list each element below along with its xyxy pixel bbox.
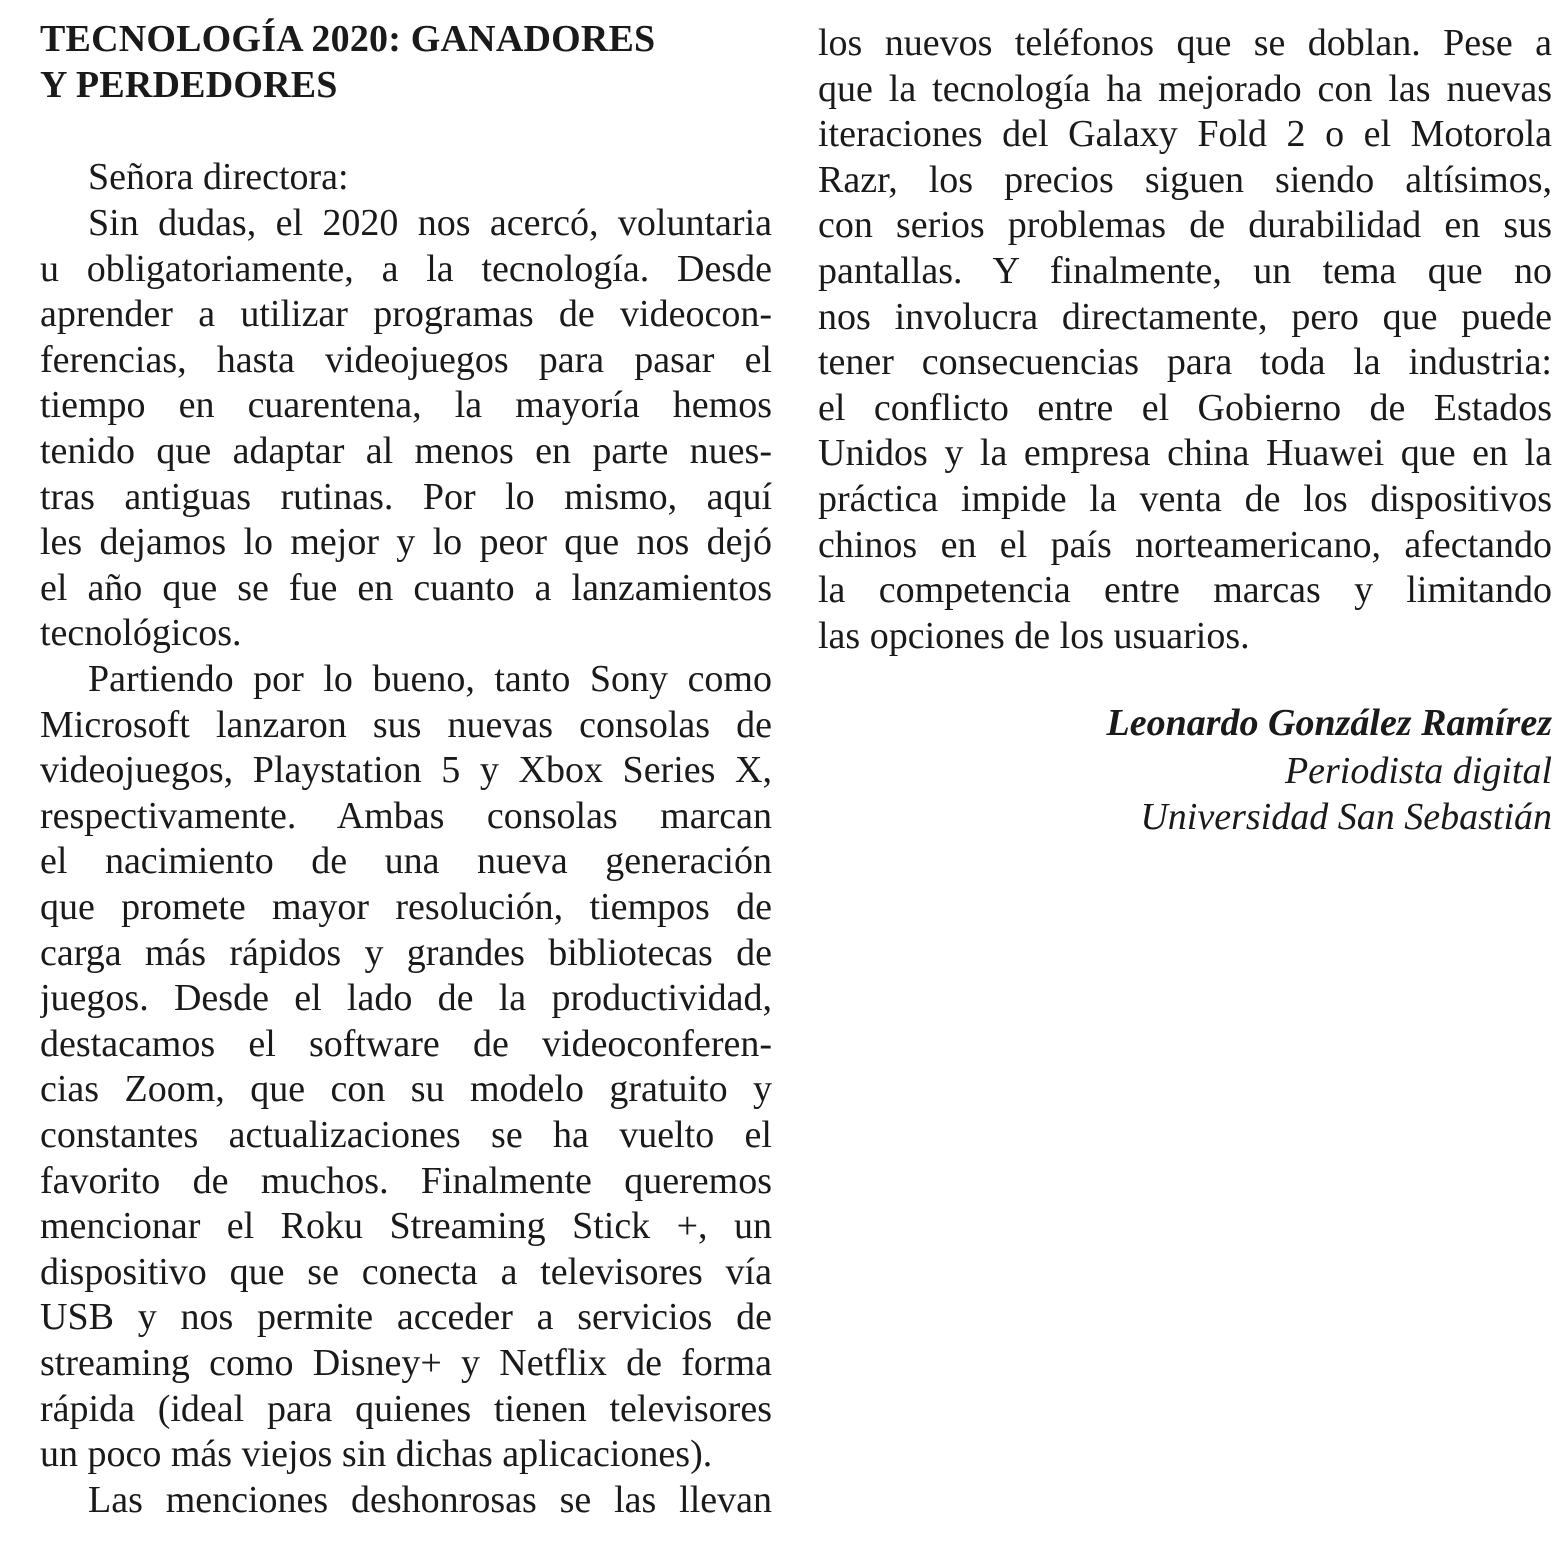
signature-institution: Universidad San Sebastián — [1140, 796, 1552, 838]
body-line: que promete mayor resolución, tiempos de — [40, 886, 772, 928]
body-line: pantallas. Y finalmente, un tema que no — [818, 250, 1552, 292]
body-line: ferencias, hasta videojuegos para pasar el — [40, 338, 772, 381]
body-line: Partiendo por lo bueno, tanto Sony como — [88, 658, 772, 700]
body-line: nos involucra directamente, pero que puede — [818, 295, 1552, 338]
body-line: favorito de muchos. Finalmente queremos — [40, 1159, 772, 1202]
signature-title: Periodista digital — [1284, 750, 1552, 792]
body-line: Sin dudas, el 2020 nos acercó, voluntaria — [88, 202, 772, 244]
body-line: videojuegos, Playstation 5 y Xbox Series X, — [40, 749, 772, 792]
body-line: mencionar el Roku Streaming Stick +, un — [40, 1205, 772, 1248]
body-line: aprender a utilizar programas de videocon- — [40, 293, 772, 336]
body-line: el nacimiento de una nueva generación — [40, 840, 772, 883]
headline-line-1: TECNOLOGÍA 2020: GANADORES — [40, 18, 656, 60]
body-line: streaming como Disney+ y Netflix de forma — [40, 1342, 772, 1384]
body-line: un poco más viejos sin dichas aplicaciones). — [40, 1433, 713, 1476]
headline — [40, 16, 772, 108]
body-line: cias Zoom, que con su modelo gratuito y — [40, 1068, 772, 1111]
body-line: chinos en el país norteamericano, afectando — [818, 523, 1552, 566]
body-line: Unidos y la empresa china Huawei que en la — [818, 432, 1552, 475]
body-line: respectivamente. Ambas consolas marcan — [40, 794, 772, 837]
body-line: tener consecuencias para toda la industria: — [818, 341, 1552, 384]
body-line: tecnológicos. — [40, 612, 242, 655]
body-line: las opciones de los usuarios. — [818, 614, 1250, 657]
body-line: con serios problemas de durabilidad en sus — [818, 204, 1552, 247]
body-line: el conflicto entre el Gobierno de Estados — [818, 386, 1552, 429]
body-line: Razr, los precios siguen siendo altísimos, — [818, 158, 1552, 201]
body-line: rápida (ideal para quienes tienen televisores — [40, 1387, 772, 1430]
salutation: Señora directora: — [88, 156, 349, 198]
body-line: la competencia entre marcas y limitando — [818, 569, 1552, 612]
headline-line-2: Y PERDEDORES — [40, 64, 338, 106]
body-line: les dejamos lo mejor y lo peor que nos dejó — [40, 521, 772, 564]
body-line: u obligatoriamente, a la tecnología. Desde — [40, 247, 772, 290]
body-line: USB y nos permite acceder a servicios de — [40, 1296, 772, 1339]
signature-name — [1107, 700, 1552, 746]
body-line: tiempo en cuarentena, la mayoría hemos — [40, 384, 772, 427]
body-line: constantes actualizaciones se ha vuelto el — [40, 1114, 772, 1156]
body-line: que la tecnología ha mejorado con las nuevas — [818, 67, 1552, 110]
body-line: tenido que adaptar al menos en parte nues- — [40, 430, 772, 472]
body-line: juegos. Desde el lado de la productividad, — [40, 977, 772, 1020]
body-line: el año que se fue en cuanto a lanzamientos — [40, 566, 772, 609]
body-line: tras antiguas rutinas. Por lo mismo, aquí — [40, 475, 772, 518]
body-line: Microsoft lanzaron sus nuevas consolas de — [40, 703, 772, 746]
body-line: iteraciones del Galaxy Fold 2 o el Motorola — [818, 113, 1552, 156]
body-line: Las menciones deshonrosas se las llevan — [88, 1478, 772, 1521]
body-line: carga más rápidos y grandes bibliotecas de — [40, 931, 772, 974]
body-line: dispositivo que se conecta a televisores vía — [40, 1250, 772, 1293]
body-line: práctica impide la venta de los dispositivos — [818, 478, 1552, 520]
body-line: los nuevos teléfonos que se doblan. Pese a — [818, 22, 1552, 64]
body-line: destacamos el software de videoconferen- — [40, 1022, 772, 1065]
signature-name-text: Leonardo González Ramírez — [1106, 702, 1552, 744]
